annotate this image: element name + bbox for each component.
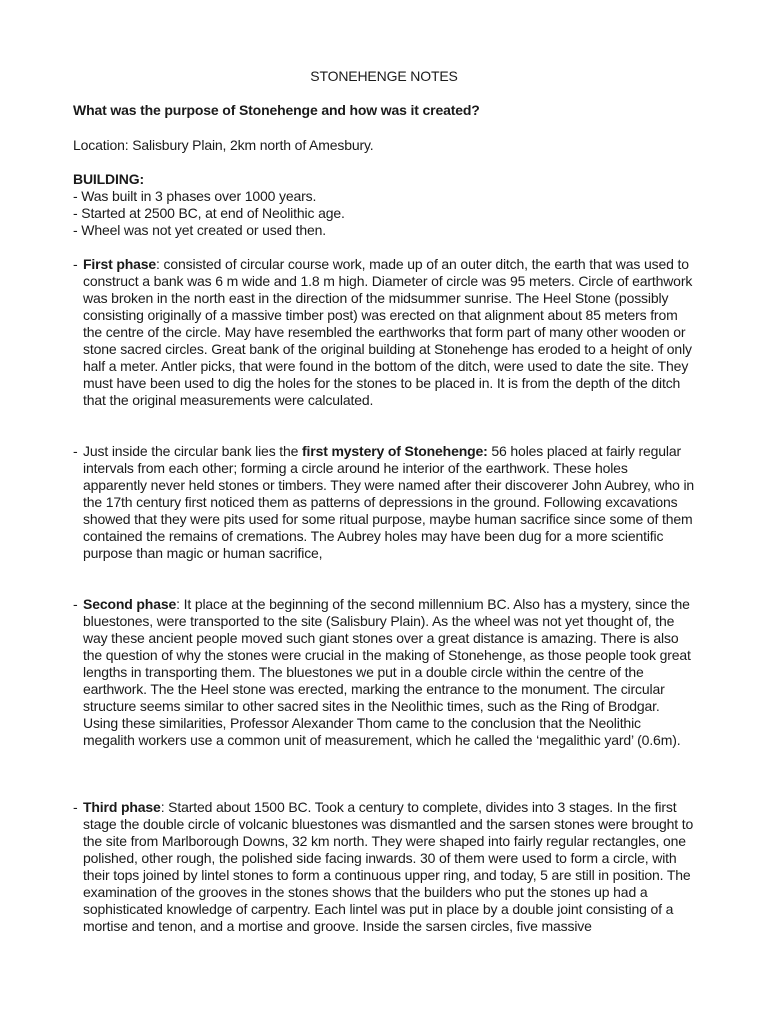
building-heading: BUILDING: [73,171,144,187]
location-line: Location: Salisbury Plain, 2km north of Amesbury. [73,137,374,153]
third-phase-text: : Started about 1500 BC. Took a century to complete, divides into 3 stages. In the first stage the double circle of volcanic bluestones was dismantled and the sarsen stones were brought to the site from Marlborough Downs, 32 km north. They were shaped into fairly regular rectangles, one polished, other rough, the polished side facing inwards. 30 of them were used to form a circle, with their tops joined by lintel stones to form a continuous upper ring, and today, 5 are still in position. The examination of the grooves in the stones shows that the builders who put the stones up had a sophisticated knowledge of carpentry. Each lintel was put in place by a double joint consisting of a mortise and tenon, and a mortise and groove. Inside the sarsen circles, five massive [83,799,694,934]
first-phase-paragraph [73,256,695,409]
first-mystery-text: 56 holes placed at fairly regular intervals from each other; forming a circle around he interior of the earthwork. These holes apparently never held stones or timbers. They were named after their discoverer John Aubrey, who in the 17th century first noticed them as patterns of depressions in the ground. Following excavations showed that they were pits used for some ritual purpose, maybe human sacrifice since some of them contained the remains of cremations. The Aubrey holes may have been dug for a more scientific purpose than magic or human sacrifice, [83,443,695,561]
first-phase-text: : consisted of circular course work, made up of an outer ditch, the earth that was used to construct a bank was 6 m wide and 1.8 m high. Diameter of circle was 95 meters. Circle of earthwork was broken in the north east in the direction of the midsummer sunrise. The Heel Stone (possibly consisting originally of a massive timber post) was erected on that alignment about 85 meters from the centre of the circle. May have resembled the earthworks that form part of many other wooden or stone sacred circles. Great bank of the original building at Stonehenge has eroded to a height of only half a meter. Antler picks, that were found in the bottom of the ditch, were used to date the site. They must have been used to dig the holes for the stones to be placed in. It is from the depth of the ditch that the original measurements were calculated. [83,256,693,408]
first-mystery-paragraph [73,443,695,562]
guiding-question: What was the purpose of Stonehenge and how was it created? [73,102,480,118]
first-mystery-label: first mystery of Stonehenge: [302,443,488,459]
paragraph-body [83,256,695,409]
paragraph-body [83,443,695,562]
paragraph-dash: - [73,596,78,612]
building-bullet-list [73,188,345,239]
paragraph-body [83,596,695,749]
bullet-item: - Started at 2500 BC, at end of Neolithic age. [73,205,345,221]
paragraph-dash: - [73,799,78,815]
second-phase-text: : It place at the beginning of the second millennium BC. Also has a mystery, since the bluestones, were transported to the site (Salisbury Plain). As the wheel was not yet thought of, the way these ancient people moved such giant stones over a great distance is amazing. There is also the question of why the stones were crucial in the making of Stonehenge, as those people took great lengths in transporting them. The bluestones we put in a double circle within the centre of the earthwork. The the Heel stone was erected, marking the entrance to the monument. The circular structure seems similar to other sacred sites in the Neolithic times, such as the Ring of Brodgar. Using these similarities, Professor Alexander Thom came to the conclusion that the Neolithic megalith workers use a common unit of measurement, which he called the ‘megalithic yard’ (0.6m). [83,596,691,748]
document-title: STONEHENGE NOTES [310,68,458,84]
paragraph-body [83,799,695,935]
bullet-item: - Wheel was not yet created or used then. [73,222,326,238]
second-phase-paragraph [73,596,695,749]
paragraph-dash: - [73,443,78,459]
first-phase-label: First phase [83,256,157,272]
bullet-item: - Was built in 3 phases over 1000 years. [73,188,317,204]
first-mystery-intro: Just inside the circular bank lies the [83,443,303,459]
third-phase-paragraph [73,799,695,935]
third-phase-label: Third phase [83,799,161,815]
paragraph-dash: - [73,256,78,272]
second-phase-label: Second phase [83,596,177,612]
